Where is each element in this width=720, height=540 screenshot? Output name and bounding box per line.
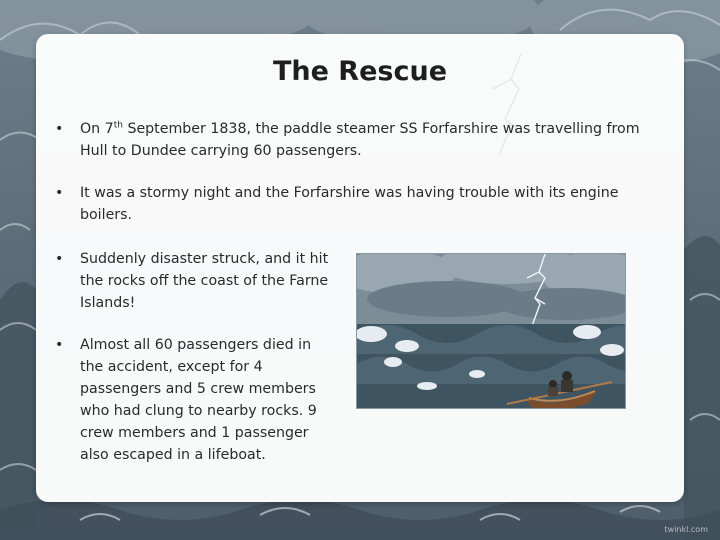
bullet-item-3 [55,248,345,314]
bullet-text: On 7th September 1838, the paddle steamer SS Forfarshire was travelling from Hull to Dundee carrying 60 passengers. [80,120,640,159]
bullet-dot: • [55,121,64,137]
bullet-item-4 [55,334,330,466]
rescue-illustration [356,253,626,409]
bullet-dot: • [55,185,64,201]
bullet-item-2 [55,182,645,226]
bullet-text: Suddenly disaster struck, and it hit the rocks off the coast of the Farne Islands! [80,251,329,311]
bullet-dot: • [55,337,64,353]
content-card [36,34,684,502]
bullet-text: It was a stormy night and the Forfarshire was having trouble with its engine boilers. [80,185,619,223]
watermark: twinkl.com [664,525,708,534]
slide-title: The Rescue [272,56,448,87]
bullet-item-1 [55,118,645,162]
bullet-text: Almost all 60 passengers died in the accident, except for 4 passengers and 5 crew members who had clung to nearby rocks. 9 crew members and 1 passenger also escaped in a lifeboat. [80,337,317,463]
stormy-sea-lifeboat-icon [357,254,625,408]
bullet-dot: • [55,251,64,267]
